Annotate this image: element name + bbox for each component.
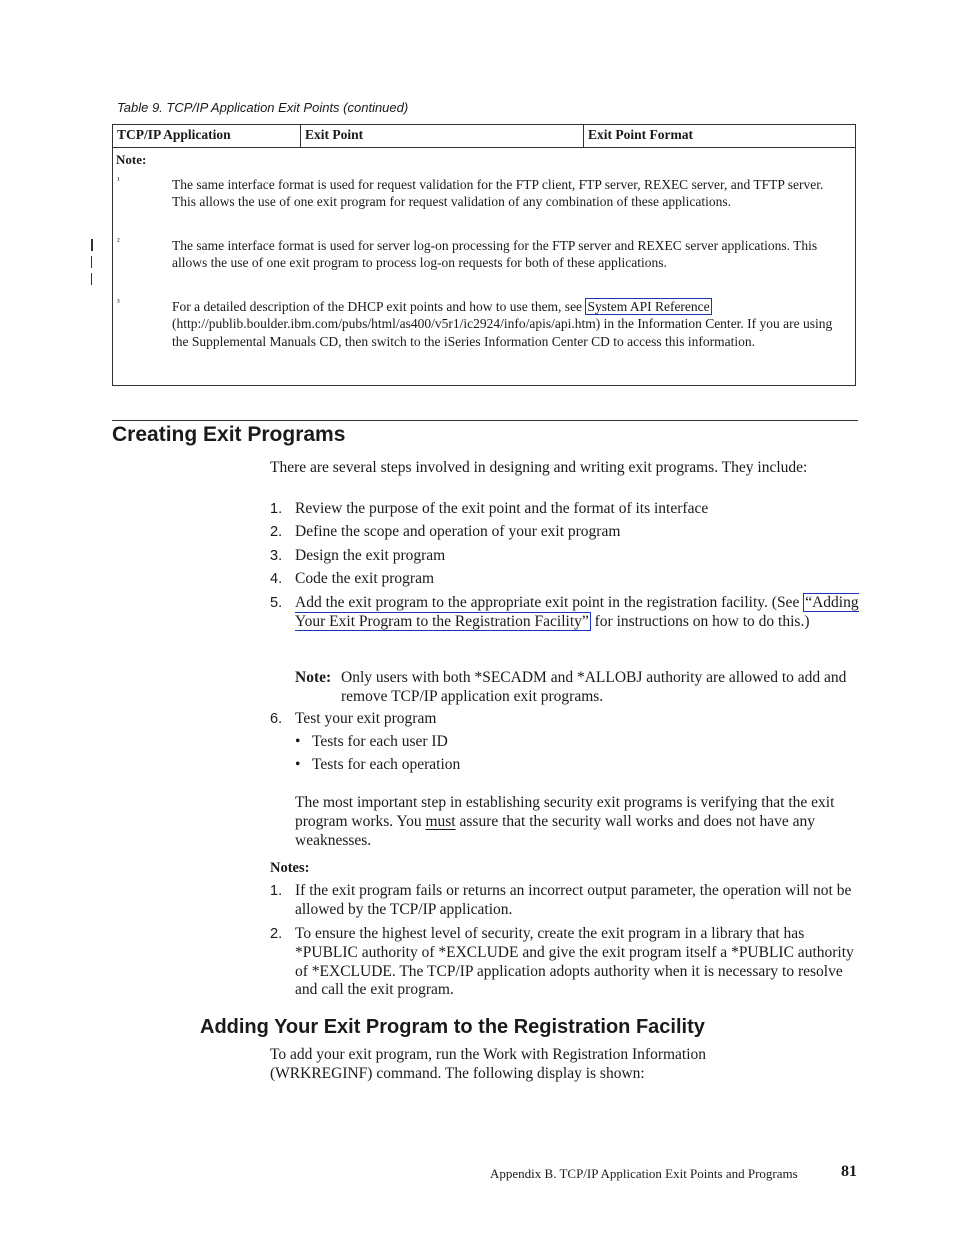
step-number: 5. [270, 595, 283, 611]
step-number: 4. [270, 571, 283, 587]
important-text-before: The most important step in establishing security exit programs is verifying that the exit program works. You [295, 794, 835, 830]
table-header-exit-point: Exit Point [301, 125, 584, 147]
subsection-heading: Adding Your Exit Program to the Registration Facility [200, 1016, 705, 1038]
bullet-item: Tests for each operation [312, 756, 461, 773]
step-5-note-text: Only users with both *SECADM and *ALLOBJ authority are allowed to add and remove TCP/IP application exit programs. [341, 669, 847, 705]
footnote-3-mark: ³ [117, 297, 120, 307]
step-text: Review the purpose of the exit point and the format of its interface [295, 500, 709, 517]
step-text: Define the scope and operation of your exit program [295, 523, 621, 540]
step-number: 3. [270, 548, 283, 564]
step-text [295, 594, 860, 632]
step-text: Design the exit program [295, 547, 446, 564]
bullet: • [295, 733, 301, 750]
step-5-text-before: Add the exit program to the appropriate exit point in the registration facility. (See [295, 594, 804, 611]
exit-points-table [112, 124, 856, 386]
step-text: Test your exit program [295, 710, 437, 727]
section-intro: There are several steps involved in designing and writing exit programs. They include: [270, 459, 808, 476]
footnote-3-text [172, 298, 848, 350]
footnote-2-text: The same interface format is used for server log-on processing for the FTP server and REXEC server applications. This allows the use of one exit program to process log-on requests for both of these applications. [172, 238, 818, 271]
emphasis-must: must [425, 812, 456, 830]
section-rule [112, 420, 858, 421]
page-footer-text: Appendix B. TCP/IP Application Exit Points and Programs [490, 1166, 798, 1181]
step-text: Code the exit program [295, 570, 435, 587]
system-api-reference-link[interactable]: System API Reference [587, 299, 710, 314]
important-step-paragraph [295, 794, 860, 850]
adding-exit-program-link[interactable]: “Adding Your Exit Program to the Registration Facility” [295, 594, 859, 630]
note-text: If the exit program fails or returns an incorrect output parameter, the operation will not be allowed by the TCP/IP application. [295, 882, 852, 918]
change-bar [91, 273, 92, 285]
section-heading: Creating Exit Programs [112, 423, 346, 446]
footnote-3-text-before: For a detailed description of the DHCP exit points and how to use them, see [172, 299, 586, 314]
step-5-text-after: for instructions on how to do this.) [590, 612, 810, 630]
bullet: • [295, 756, 301, 773]
note-number: 1. [270, 883, 283, 899]
change-bar [91, 256, 92, 268]
important-text-after: assure that the security wall works and does not have any weaknesses. [295, 812, 816, 849]
footnote-1-text: The same interface format is used for request validation for the FTP client, FTP server, REXEC server, and TFTP server. This allows the use of one exit program for request validation of any combination of these applications. [172, 177, 824, 210]
note-number: 2. [270, 926, 283, 942]
step-number: 2. [270, 524, 283, 540]
table-note-heading: Note: [116, 152, 147, 167]
table-header-application: TCP/IP Application [113, 125, 301, 147]
step-5-note-label: Note: [295, 669, 332, 686]
table-header-rule [113, 147, 855, 148]
bullet-item: Tests for each user ID [312, 733, 448, 750]
table-caption: Table 9. TCP/IP Application Exit Points (continued) [117, 100, 409, 115]
step-number: 6. [270, 711, 283, 727]
table-header-exit-point-format: Exit Point Format [588, 127, 693, 142]
footnote-2-mark: ² [117, 236, 120, 246]
subsection-text: To add your exit program, run the Work with Registration Information (WRKREGINF) command. The following display is shown: [270, 1046, 707, 1082]
notes-heading: Notes: [270, 860, 310, 876]
footnote-3-text-after: (http://publib.boulder.ibm.com/pubs/html/as400/v5r1/ic2924/info/apis/api.htm) in the Information Center. If you are using the Supplemental Manuals CD, then switch to the iSeries Information Center CD to access this information. [172, 316, 833, 349]
note-text: To ensure the highest level of security, create the exit program in a library that has *PUBLIC authority of *EXCLUDE and give the exit program itself a *PUBLIC authority of *EXCLUDE. The TCP/IP application adopts authority when it is necessary to resolve and call the exit program. [295, 925, 854, 999]
change-bar [91, 239, 93, 251]
step-number: 1. [270, 501, 283, 517]
page-number: 81 [841, 1163, 857, 1180]
footnote-1-mark: ¹ [117, 175, 120, 185]
